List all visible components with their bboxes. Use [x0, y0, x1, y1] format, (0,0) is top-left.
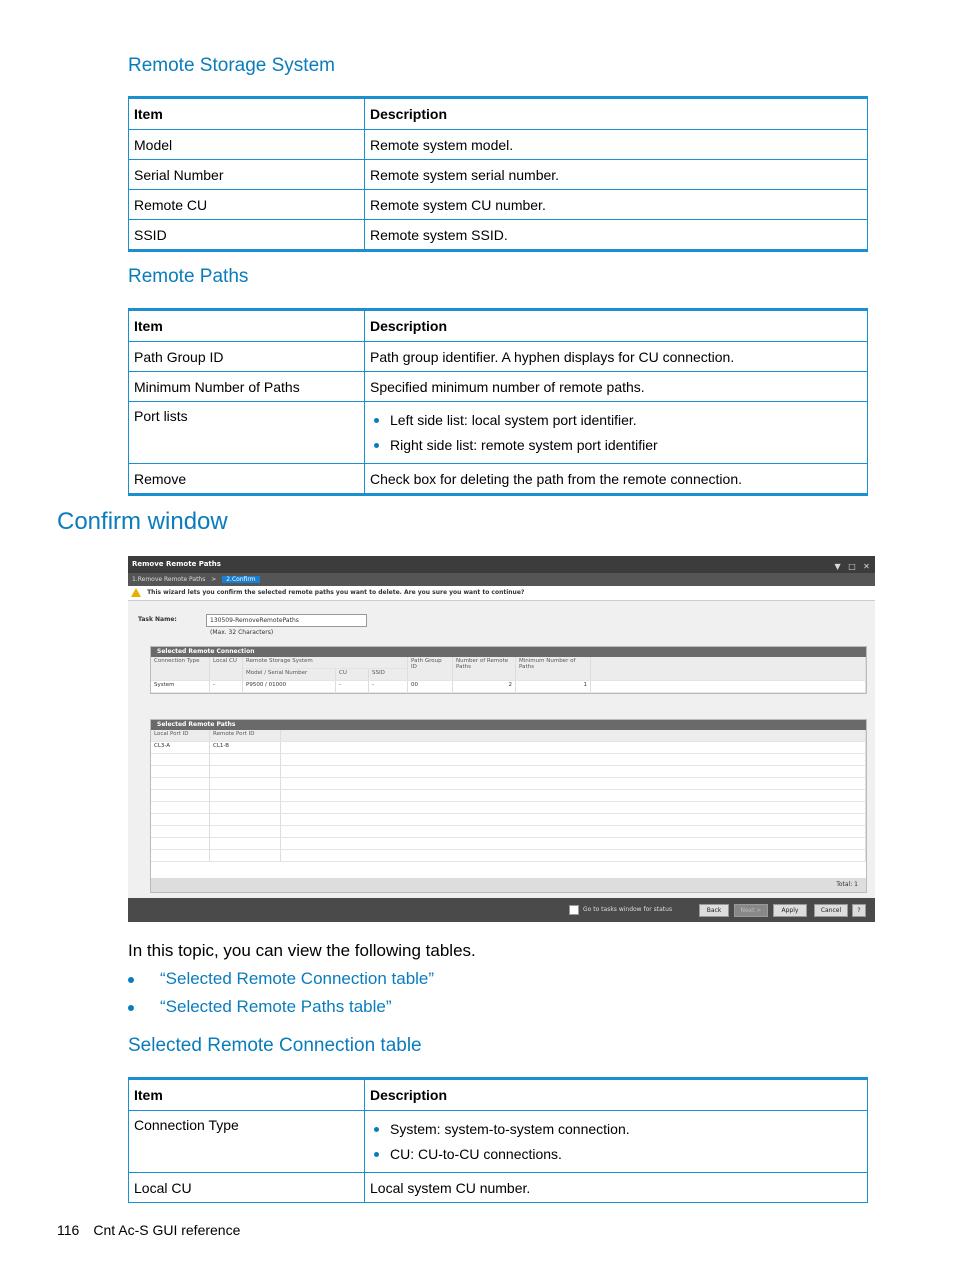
grid-cell: 2	[453, 681, 516, 693]
table-row	[129, 190, 868, 220]
table-row	[129, 1173, 868, 1203]
link-item	[128, 969, 434, 989]
list-item: Left side list: local system port identifier.	[390, 408, 862, 433]
banner-text: This wizard lets you confirm the selected remote paths you want to delete. Are you sure you want to continue?	[147, 589, 525, 596]
bullet-icon	[128, 1005, 134, 1011]
column-header: Description	[365, 310, 868, 342]
panel-title: Selected Remote Connection	[151, 647, 866, 657]
section-heading-remote-paths: Remote Paths	[128, 266, 249, 287]
table-header-row	[129, 1079, 868, 1111]
warning-icon	[131, 588, 141, 597]
window-controls	[830, 559, 871, 576]
grid-header	[591, 657, 866, 681]
breadcrumb-step-1: 1.Remove Remote Paths	[132, 576, 206, 583]
goto-tasks-checkbox[interactable]	[569, 905, 579, 915]
bullet-icon	[128, 977, 134, 983]
table-header-row	[129, 310, 868, 342]
table-cell: Connection Type	[129, 1111, 365, 1173]
confirm-banner	[128, 586, 875, 601]
list-item: System: system-to-system connection.	[390, 1117, 862, 1142]
next-button[interactable]: Next >	[734, 904, 768, 917]
column-header: Item	[129, 310, 365, 342]
table-cell: Model	[129, 130, 365, 160]
grid-header: CU	[336, 669, 369, 681]
grid-row	[151, 850, 866, 862]
grid-header: Remote Port ID	[210, 730, 281, 742]
panel-title: Selected Remote Paths	[151, 720, 866, 730]
table-row	[129, 220, 868, 251]
back-button[interactable]: Back	[699, 904, 729, 917]
table-cell: Remote system SSID.	[365, 220, 868, 251]
help-button[interactable]: ?	[852, 904, 866, 917]
confirm-window-heading: Confirm window	[57, 508, 228, 535]
goto-tasks-label: Go to tasks window for status	[583, 906, 673, 913]
grid-header-row	[151, 730, 866, 742]
list-item: CU: CU-to-CU connections.	[390, 1142, 862, 1167]
task-name-label: Task Name:	[138, 616, 177, 623]
grid-cell: CL3-A	[151, 742, 210, 754]
list-item: Right side list: remote system port identifier	[390, 433, 862, 458]
grid-cell: System	[151, 681, 210, 693]
breadcrumb-step-2: 2.Confirm	[222, 576, 259, 583]
grid-header	[281, 730, 866, 742]
pin-icon[interactable]: ▼	[834, 562, 841, 571]
grid-cell: CL1-B	[210, 742, 281, 754]
maximize-icon[interactable]: □	[848, 562, 856, 571]
table-cell: Path group identifier. A hyphen displays for CU connection.	[365, 342, 868, 372]
close-icon[interactable]: ✕	[863, 562, 870, 571]
grid-header: Local Port ID	[151, 730, 210, 742]
grid-row	[151, 754, 866, 766]
table-row	[129, 130, 868, 160]
table-cell: Serial Number	[129, 160, 365, 190]
table-cell: Local CU	[129, 1173, 365, 1203]
grid-cell: -	[336, 681, 369, 693]
grid-header-row	[151, 657, 866, 669]
wizard-breadcrumb	[128, 573, 875, 586]
grid-row	[151, 766, 866, 778]
link-item	[128, 997, 392, 1017]
grid-cell	[281, 742, 866, 754]
table-cell: Remote CU	[129, 190, 365, 220]
task-name-hint: (Max. 32 Characters)	[210, 629, 274, 636]
grid-header: SSID	[369, 669, 408, 681]
grid-row[interactable]	[151, 681, 866, 693]
dialog-title: Remove Remote Paths	[132, 560, 221, 568]
grid-row	[151, 802, 866, 814]
column-header: Description	[365, 1079, 868, 1111]
column-header: Item	[129, 1079, 365, 1111]
table-cell: Remove	[129, 464, 365, 495]
table-header-row	[129, 98, 868, 130]
table-cell: SSID	[129, 220, 365, 251]
grid-cell: 00	[408, 681, 453, 693]
apply-button[interactable]: Apply	[773, 904, 807, 917]
table-row	[129, 1111, 868, 1173]
table-cell: Remote system serial number.	[365, 160, 868, 190]
grid-cell: 1	[516, 681, 591, 693]
column-header: Item	[129, 98, 365, 130]
table-cell: Remote system model.	[365, 130, 868, 160]
grid-cell	[591, 681, 866, 693]
table-cell: Minimum Number of Paths	[129, 372, 365, 402]
paths-grid	[151, 730, 866, 862]
link-selected-remote-paths[interactable]: “Selected Remote Paths table”	[160, 997, 392, 1016]
page-footer	[57, 1222, 254, 1238]
cancel-button[interactable]: Cancel	[814, 904, 848, 917]
grid-row	[151, 778, 866, 790]
section-heading-remote-storage: Remote Storage System	[128, 55, 335, 76]
bullet-list	[370, 1117, 862, 1167]
grid-header: Number of Remote Paths	[453, 657, 516, 681]
column-header: Description	[365, 98, 868, 130]
grid-row	[151, 814, 866, 826]
table-row	[129, 402, 868, 464]
table-cell	[365, 402, 868, 464]
grid-cell: -	[210, 681, 243, 693]
grid-header: Connection Type	[151, 657, 210, 681]
section-heading-selected-remote-connection: Selected Remote Connection table	[128, 1035, 422, 1056]
grid-header: Local CU	[210, 657, 243, 681]
table-cell: Check box for deleting the path from the remote connection.	[365, 464, 868, 495]
remove-remote-paths-screenshot	[128, 556, 875, 922]
remote-paths-table	[128, 308, 868, 496]
table-row	[129, 342, 868, 372]
page-number: 116	[57, 1222, 80, 1238]
dialog-titlebar	[128, 556, 875, 573]
task-name-input[interactable]: 130509-RemoveRemotePaths	[206, 614, 367, 627]
grid-header: Remote Storage System	[243, 657, 408, 669]
table-cell: Port lists	[129, 402, 365, 464]
total-count: Total: 1	[836, 881, 858, 888]
grid-row	[151, 790, 866, 802]
selected-remote-connection-table	[128, 1077, 868, 1203]
table-cell: Specified minimum number of remote paths.	[365, 372, 868, 402]
grid-row	[151, 826, 866, 838]
table-cell: Remote system CU number.	[365, 190, 868, 220]
table-row	[129, 464, 868, 495]
table-cell: Local system CU number.	[365, 1173, 868, 1203]
intro-paragraph: In this topic, you can view the following tables.	[128, 941, 476, 960]
grid-header: Model / Serial Number	[243, 669, 336, 681]
grid-row	[151, 838, 866, 850]
grid-cell: P9500 / 01000	[243, 681, 336, 693]
dialog-bottom-bar	[128, 898, 875, 922]
table-row	[129, 160, 868, 190]
connection-grid	[151, 657, 866, 693]
breadcrumb-separator: >	[211, 576, 217, 583]
selected-remote-paths-panel	[150, 719, 867, 893]
link-selected-remote-connection[interactable]: “Selected Remote Connection table”	[160, 969, 435, 988]
grid-header: Minimum Number of Paths	[516, 657, 591, 681]
remote-storage-table	[128, 96, 868, 252]
footer-text: Cnt Ac-S GUI reference	[93, 1222, 241, 1238]
grid-footer	[151, 878, 866, 892]
bullet-list	[370, 408, 862, 458]
table-cell: Path Group ID	[129, 342, 365, 372]
table-cell	[365, 1111, 868, 1173]
selected-remote-connection-panel	[150, 646, 867, 694]
grid-header: Path Group ID	[408, 657, 453, 681]
table-row	[129, 372, 868, 402]
grid-cell: -	[369, 681, 408, 693]
grid-row[interactable]	[151, 742, 866, 754]
